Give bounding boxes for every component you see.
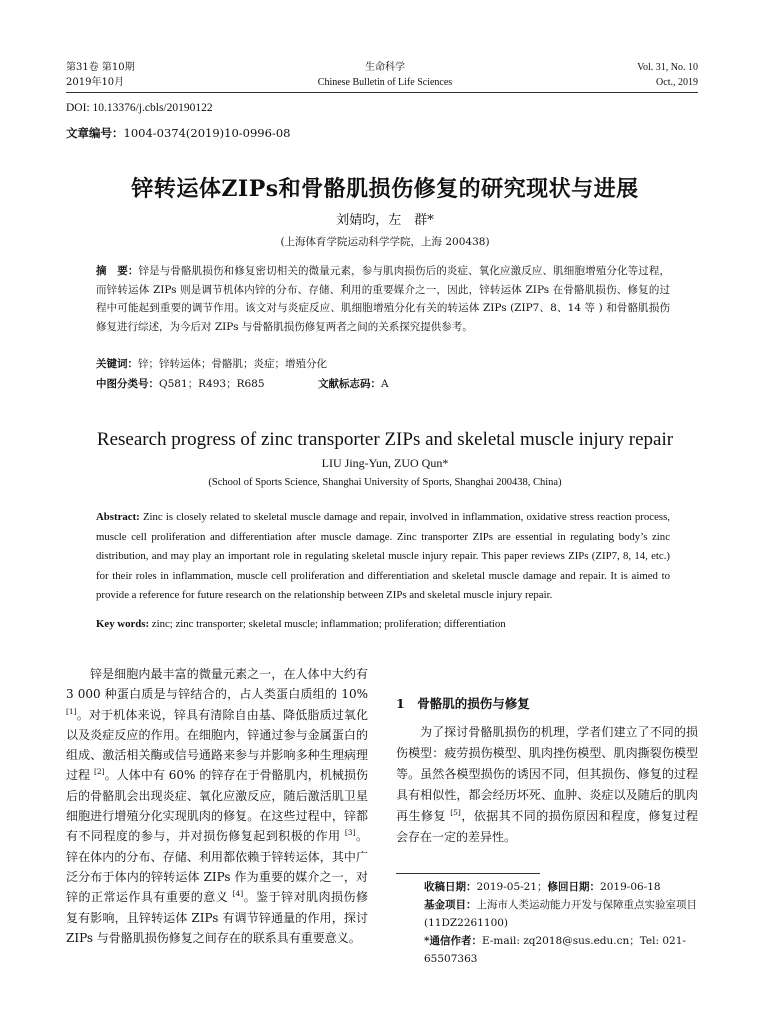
doi[interactable]: DOI: 10.13376/j.cbls/20190122 (66, 102, 213, 114)
abstract-cn-text: 锌是与骨骼肌损伤和修复密切相关的微量元素，参与肌肉损伤后的炎症、氧化应激反应、肌细胞增殖分化等过程，而锌转运体 ZIPs 则是调节机体内锌的分布、存储、利用的重要媒介之一，因此，锌转运体 ZIPs 在骨骼肌损伤、修复的过程中可能起到重要的调节作用。该文对与炎症反应、肌细胞增殖分化有关的转运体 ZIPs (ZIP7、8、14 等 ) 和骨骼肌损伤修复进行综述，为今后对 ZIPs 与骨骼肌损伤修复两者之间的关系探究提供参考。 (96, 265, 671, 333)
abstract-cn-label: 摘 要： (96, 265, 139, 277)
volume-issue-cn: 第31卷 第10期 (66, 62, 135, 73)
keywords-en (96, 618, 696, 630)
corr-label: *通信作者： (424, 935, 482, 947)
citation-2[interactable]: [2] (93, 767, 105, 777)
section-1-paragraph (396, 722, 698, 848)
journal-name-cn: 生命科学 (365, 62, 405, 73)
footnote-dates (424, 878, 698, 896)
received-label: 收稿日期： (424, 881, 477, 893)
section-1-text-a: 为了探讨骨骼肌损伤的机理，学者们建立了不同的损伤模型：疲劳损伤模型、肌肉挫伤模型、肌肉撕裂伤模型等。虽然各模型损伤的诱因不同，但其损伤、修复的过程具有相似性，都会经历坏死、血肿、炎症以及随后的肌肉再生修复 (396, 725, 698, 823)
section-1-heading: 1 骨骼肌的损伤与修复 (396, 696, 530, 711)
authors-cn: 刘婧昀，左 群* (336, 213, 434, 228)
body-column-right-top (396, 664, 698, 684)
volume-issue-en: Vol. 31, No. 10 (637, 62, 698, 73)
intro-text-e: 。鉴于锌对肌肉损伤修复有影响，且锌转运体 ZIPs 有调节锌通量的作用，探讨 ZIPs 与骨骼肌损伤修复之间存在的联系具有重要意义。 (66, 890, 368, 945)
keywords-cn (96, 356, 327, 371)
revised-value: 2019-06-18 (600, 881, 661, 893)
intro-paragraph (66, 664, 368, 948)
footnote-rule (396, 873, 540, 874)
keywords-cn-label: 关键词： (96, 358, 138, 370)
footnote-fund (424, 896, 698, 932)
intro-text-d: 。锌在体内的分布、存储、利用都依赖于锌转运体，其中广泛分布于体内的锌转运体 ZIPs 作为重要的媒介之一，对锌的正常运作具有重要的意义 (66, 829, 368, 905)
clc-text: Q581；R493；R685 (159, 378, 265, 390)
article-number-label: 文章编号： (66, 126, 124, 140)
abstract-en-text: Zinc is closely related to skeletal muscle damage and repair, involved in inflammation, oxidative stress reaction process, muscle cell proliferation and differentiation after muscle damage. Zinc transporter ZIPs are essential in regulating body’s zinc distribution, and may play an important role in regulating skeletal muscle injury repair. This paper reviews ZIPs (ZIP7, 8, 14, etc.) for their roles in inflammation, muscle cell proliferation and differentiation and skeletal muscle damage and repair. It is aimed to provide a reference for future research on the relationship between ZIPs and skeletal muscle injury repair. (96, 511, 670, 601)
clc-label: 中图分类号： (96, 378, 159, 390)
running-header-right (637, 60, 698, 90)
date-en: Oct., 2019 (656, 77, 698, 88)
abstract-cn (96, 262, 670, 336)
article-number (66, 125, 290, 141)
header-rule (66, 92, 698, 93)
document-code-label: 文献标志码： (318, 378, 381, 390)
abstract-en-label: Abstract: (96, 511, 140, 523)
keywords-cn-text: 锌；锌转运体；骨骼肌；炎症；增殖分化 (138, 358, 327, 370)
article-number-value: 1004-0374(2019)10-0996-08 (123, 126, 291, 140)
revised-label: 修回日期： (547, 881, 601, 893)
body-column-left (66, 664, 368, 948)
document-code (318, 376, 389, 391)
journal-name-en: Chinese Bulletin of Life Sciences (317, 77, 453, 88)
abstract-en (96, 508, 670, 606)
intro-text-c: 。人体中有 60% 的锌存在于骨骼肌内，机械损伤后的骨骼肌会出现炎症、氧化应激反应，随后激活肌卫星细胞进行增殖分化实现肌肉的修复。在这些过程中，锌都有不同程度的参与，并对损伤修复起到积极的作用 (66, 768, 368, 844)
title-cn: 锌转运体ZIPs和骨骼肌损伤修复的研究现状与进展 (131, 176, 639, 202)
fund-label: 基金项目： (424, 899, 477, 911)
affiliation-cn: (上海体育学院运动科学学院，上海 200438) (280, 236, 490, 248)
keywords-en-label: Key words: (96, 618, 150, 630)
title-en: Research progress of zinc transporter ZIPs and skeletal muscle injury repair (96, 429, 674, 450)
clc-number (96, 376, 265, 391)
authors-en: LIU Jing-Yun, ZUO Qun* (321, 456, 449, 470)
citation-4[interactable]: [4] (232, 889, 244, 899)
document-code-text: A (381, 378, 389, 390)
corr-value[interactable]: E-mail: zq2018@sus.edu.cn；Tel: 021-65507363 (424, 935, 686, 965)
date-cn: 2019年10月 (66, 77, 125, 88)
intro-text-a: 锌是细胞内最丰富的微量元素之一，在人体中大约有 3 000 种蛋白质是与锌结合的，占人类蛋白质组的 10% (66, 667, 368, 702)
citation-5[interactable]: [5] (450, 808, 461, 817)
affiliation-en: (School of Sports Science, Shanghai University of Sports, Shanghai 200438, China) (208, 477, 562, 488)
footnote-correspondence (424, 932, 698, 968)
fund-value: 上海市人类运动能力开发与保障重点实验室项目(11DZ2261100) (424, 899, 697, 929)
section-1-body (396, 722, 698, 848)
received-value: 2019-05-21； (476, 881, 548, 893)
citation-1[interactable]: [1] (66, 706, 77, 716)
section-1-text-b: ，依据其不同的损伤原因和程度，修复过程会存在一定的差异性。 (396, 809, 698, 844)
keywords-en-text: zinc; zinc transporter; skeletal muscle; inflammation; proliferation; differentiation (151, 618, 506, 630)
intro-text-b: 。对于机体来说，锌具有清除自由基、降低脂质过氧化以及炎症反应的作用。在细胞内，锌通过参与金属蛋白的组成、激活相关酶或信号通路来参与并影响多种生理病理过程 (66, 707, 368, 783)
citation-3[interactable]: [3] (344, 828, 356, 838)
